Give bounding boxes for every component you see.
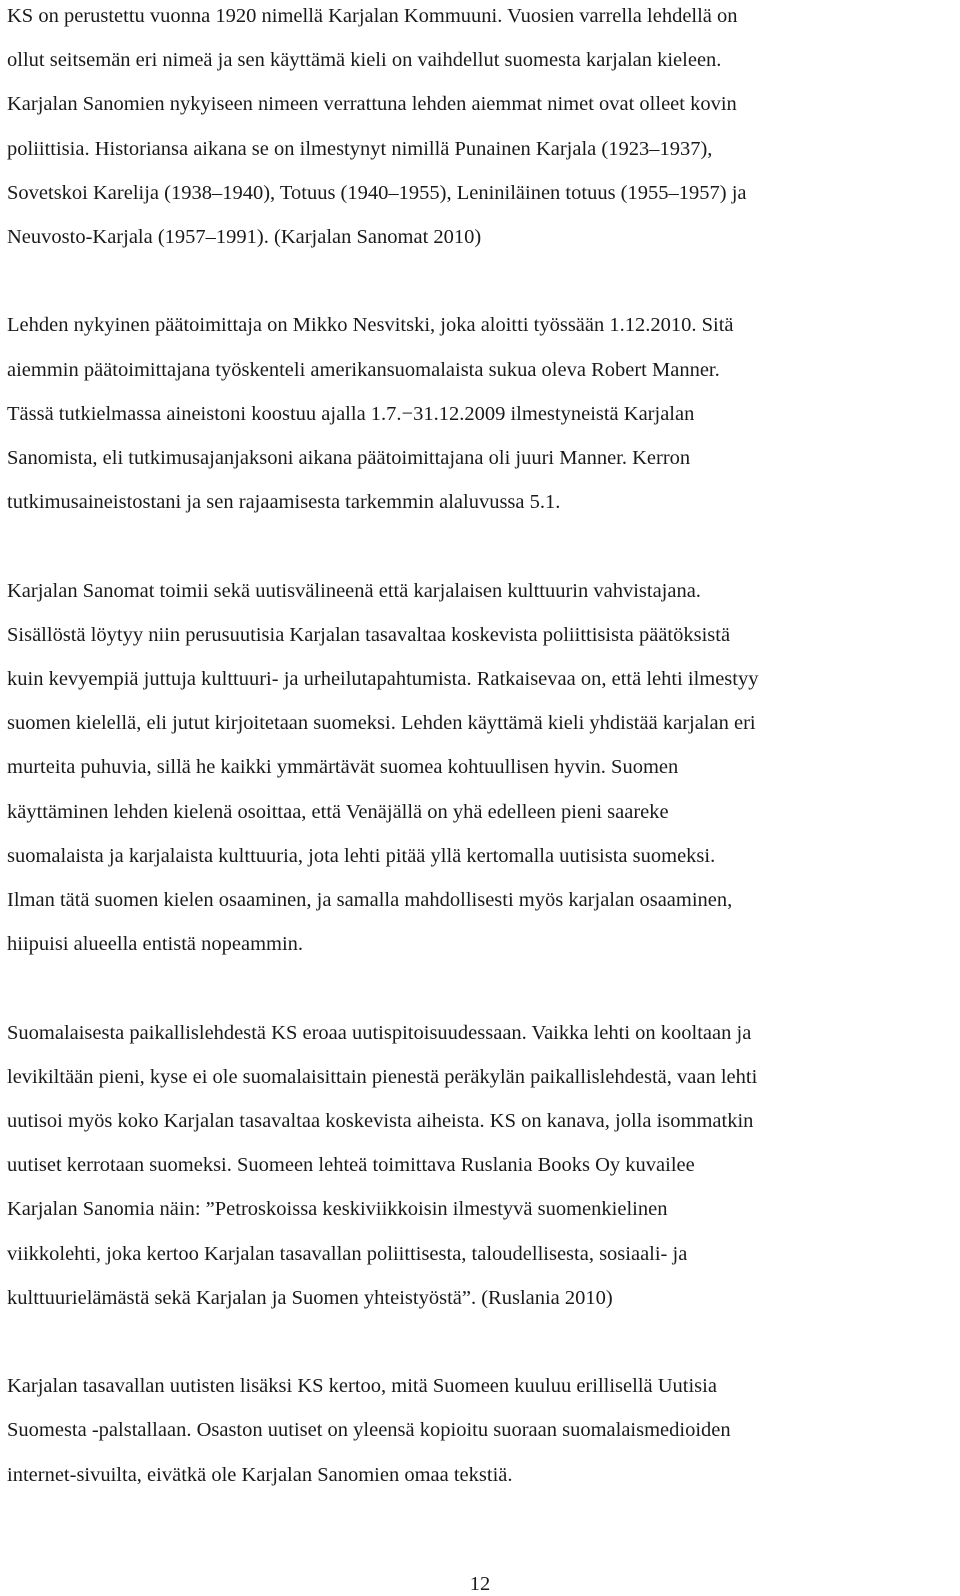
text-line: Sanomista, eli tutkimusajanjaksoni aikana päätoimittajana oli juuri Manner. Kerron (7, 447, 691, 470)
document-body (7, 0, 952, 1497)
text-line: hiipuisi alueella entistä nopeammin. (7, 933, 304, 956)
text-line: viikkolehti, joka kertoo Karjalan tasavallan poliittisesta, taloudellisesta, sosiaali- ja (7, 1242, 688, 1265)
text-line: suomalaista ja karjalaista kulttuuria, jota lehti pitää yllä kertomalla uutisista suomeksi. (7, 844, 716, 867)
text-line: internet-sivuilta, eivätkä ole Karjalan Sanomien omaa tekstiä. (7, 1463, 513, 1486)
text-line: murteita puhuvia, sillä he kaikki ymmärtävät suomea kohtuullisen hyvin. Suomen (7, 756, 679, 779)
paragraph-finland-news (7, 1364, 952, 1497)
text-line: kuin kevyempiä juttuja kulttuuri- ja urheilutapahtumista. Ratkaisevaa on, että lehti ilmestyy (7, 668, 759, 691)
text-line: Neuvosto-Karjala (1957‒1991). (Karjalan Sanomat 2010) (7, 226, 482, 249)
text-line: tutkimusaineistostani ja sen rajaamisesta tarkemmin alaluvussa 5.1. (7, 491, 561, 514)
text-line: levikiltään pieni, kyse ei ole suomalaisittain pienestä peräkylän paikallislehdestä, vaan lehti (7, 1065, 758, 1088)
paragraph-gap (7, 524, 952, 568)
text-line: käyttäminen lehden kielenä osoittaa, että Venäjällä on yhä edelleen pieni saareke (7, 800, 669, 823)
text-line: Karjalan Sanomia näin: ”Petroskoissa keskiviikkoisin ilmestyvä suomenkielinen (7, 1198, 668, 1221)
text-line: uutisoi myös koko Karjalan tasavaltaa koskevista aiheista. KS on kanava, jolla isommatkin (7, 1110, 754, 1133)
text-line: Karjalan tasavallan uutisten lisäksi KS kertoo, mitä Suomeen kuuluu erillisellä Uutisia (7, 1375, 717, 1398)
text-line: uutiset kerrotaan suomeksi. Suomeen lehteä toimittava Ruslania Books Oy kuvailee (7, 1154, 695, 1177)
text-line: Karjalan Sanomien nykyiseen nimeen verrattuna lehden aiemmat nimet ovat olleet kovin (7, 93, 737, 116)
text-line: suomen kielellä, eli jutut kirjoitetaan suomeksi. Lehden käyttämä kieli yhdistää karjalan eri (7, 712, 756, 735)
text-line: kulttuurielämästä sekä Karjalan ja Suomen yhteistyöstä”. (Ruslania 2010) (7, 1286, 613, 1309)
text-line: Sovetskoi Karelija (1938‒1940), Totuus (1940‒1955), Leniniläinen totuus (1955‒1957) ja (7, 181, 747, 204)
page-number: 12 (469, 1573, 491, 1595)
paragraph-editor (7, 303, 952, 524)
paragraph-news-content (7, 1011, 952, 1320)
text-line: Tässä tutkielmassa aineistoni koostuu ajalla 1.7.−31.12.2009 ilmestyneistä Karjalan (7, 402, 695, 425)
text-line: Suomesta -palstallaan. Osaston uutiset on yleensä kopioitu suoraan suomalaismedioiden (7, 1419, 731, 1442)
text-line: KS on perustettu vuonna 1920 nimellä Karjalan Kommuuni. Vuosien varrella lehdellä on (7, 5, 738, 27)
text-line: poliittisia. Historiansa aikana se on ilmestynyt nimillä Punainen Karjala (1923‒1937), (7, 137, 713, 160)
paragraph-language (7, 569, 952, 967)
text-line: Lehden nykyinen päätoimittaja on Mikko Nesvitski, joka aloitti työssään 1.12.2010. Sitä (7, 314, 734, 337)
paragraph-gap (7, 259, 952, 303)
text-line: Karjalan Sanomat toimii sekä uutisvälineenä että karjalaisen kulttuurin vahvistajana. (7, 579, 701, 602)
text-line: Suomalaisesta paikallislehdestä KS eroaa uutispitoisuudessaan. Vaikka lehti on kooltaan ja (7, 1021, 752, 1044)
text-line: Ilman tätä suomen kielen osaaminen, ja samalla mahdollisesti myös karjalan osaaminen, (7, 889, 733, 912)
paragraph-gap (7, 1320, 952, 1364)
text-line: ollut seitsemän eri nimeä ja sen käyttämä kieli on vaihdellut suomesta karjalan kieleen. (7, 49, 722, 72)
text-line: aiemmin päätoimittajana työskenteli amerikansuomalaista sukua oleva Robert Manner. (7, 358, 720, 381)
paragraph-gap (7, 966, 952, 1010)
paragraph-history (7, 0, 952, 259)
text-line: Sisällöstä löytyy niin perusuutisia Karjalan tasavaltaa koskevista poliittisista päätöksistä (7, 623, 731, 646)
